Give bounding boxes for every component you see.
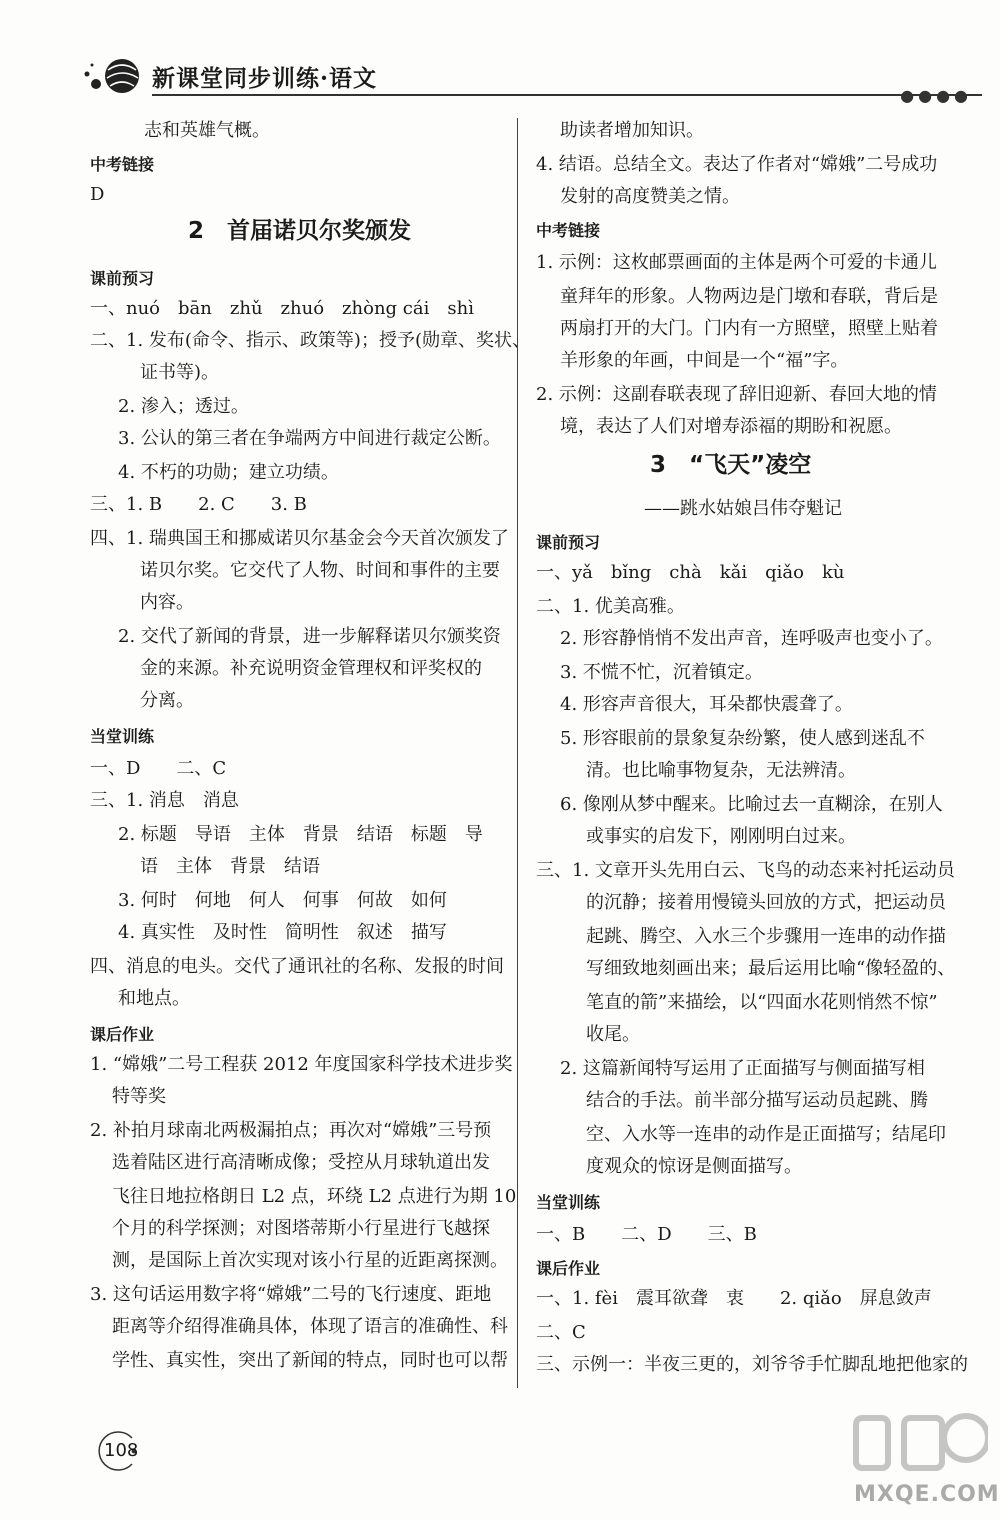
text-line: 三、1. 文章开头先用白云、飞鸟的动态来衬托运动员 <box>536 860 955 881</box>
text-line: 和地点。 <box>118 988 190 1009</box>
text-line: 4. 形容声音很大，耳朵都快震聋了。 <box>560 694 853 715</box>
text-line: 境，表达了人们对增寿添福的期盼和祝愿。 <box>560 416 902 437</box>
text-line: 学性、真实性，突出了新闻的特点，同时也可以帮 <box>112 1350 508 1371</box>
book-title: 新课堂同步训练·语文 <box>152 65 378 92</box>
text-line: 1. 示例：这枚邮票画面的主体是两个可爱的卡通儿 <box>536 252 937 273</box>
text-line: 2. 形容静悄悄不发出声音，连呼吸声也变小了。 <box>560 628 943 649</box>
section-heading: 课前预习 <box>536 533 601 552</box>
text-line: 二、C <box>536 1322 586 1343</box>
text-line: 四、消息的电头。交代了通讯社的名称、发报的时间 <box>90 956 504 977</box>
section-title: 2 首届诺贝尔奖颁发 <box>188 218 412 244</box>
text-line: 2. 这篇新闻特写运用了正面描写与侧面描写相 <box>560 1058 925 1079</box>
text-line: 童拜年的形象。人物两边是门墩和春联，背后是 <box>560 286 938 307</box>
text-line: 选着陆区进行高清晰成像；受控从月球轨道出发 <box>112 1152 490 1173</box>
text-line: 一、B 二、D 三、B <box>536 1224 757 1245</box>
text-line: 四、1. 瑞典国王和挪威诺贝尔基金会今天首次颁发了 <box>90 528 509 549</box>
text-line: 2. 补拍月球南北两极漏拍点；再次对“嫦娥”三号预 <box>90 1120 492 1141</box>
text-line: 羊形象的年画，中间是一个“福”字。 <box>560 350 849 371</box>
page-header <box>82 52 972 105</box>
text-line: 空、入水等一连串的动作是正面描写；结尾印 <box>586 1124 946 1145</box>
section-heading: 课前预习 <box>90 269 155 288</box>
text-line: 二、1. 优美高雅。 <box>536 596 685 617</box>
header-dots: ●●●● <box>900 86 972 105</box>
text-line: 或事实的启发下，刚刚明白过来。 <box>586 826 856 847</box>
header-rule <box>152 94 982 96</box>
section-title: 3 “飞天”凌空 <box>650 452 812 478</box>
text-line: 度观众的惊讶是侧面描写。 <box>586 1156 802 1177</box>
text-line: 距离等介绍得准确具体，体现了语言的准确性、科 <box>112 1316 508 1337</box>
text-line: 二、1. 发布(命令、指示、政策等)；授予(勋章、奖状、 <box>90 330 530 351</box>
text-line: 测，是国际上首次实现对该小行星的近距离探测。 <box>112 1250 508 1271</box>
text-line: 飞往日地拉格朗日 L2 点，环绕 L2 点进行为期 10 <box>112 1186 517 1207</box>
text-line: 个月的科学探测；对图塔蒂斯小行星进行飞越探 <box>112 1218 490 1239</box>
text-line: 写细致地刻画出来；最后运用比喻“像轻盈的、 <box>586 958 956 979</box>
text-line: D <box>90 184 105 205</box>
text-line: 三、示例一：半夜三更的，刘爷爷手忙脚乱地把他家的 <box>536 1354 968 1375</box>
page-number: 108 <box>104 1440 139 1461</box>
text-line: 三、1. 消息 消息 <box>90 790 239 811</box>
text-line: 清。也比喻事物复杂，无法辨清。 <box>586 760 856 781</box>
section-heading: 中考链接 <box>90 155 155 174</box>
text-line: 结合的手法。前半部分描写运动员起跳、腾 <box>586 1090 928 1111</box>
text-line: 语 主体 背景 结语 <box>140 856 320 877</box>
watermark-url: MXQE.COM <box>854 1482 1000 1507</box>
text-line: 5. 形容眼前的景象复杂纷繁，使人感到迷乱不 <box>560 728 925 749</box>
text-line: 一、1. fèi 震耳欲聋 衷 2. qiǎo 屏息敛声 <box>536 1288 932 1309</box>
column-divider <box>517 118 518 1388</box>
text-line: 4. 不朽的功勋；建立功绩。 <box>118 462 339 483</box>
text-line: 6. 像刚从梦中醒来。比喻过去一直糊涂，在别人 <box>560 794 943 815</box>
text-line: 3. 这句话运用数字将“嫦娥”二号的飞行速度、距地 <box>90 1284 492 1305</box>
text-line: 三、1. B 2. C 3. B <box>90 494 307 515</box>
text-line: 一、yǎ bǐng chà kǎi qiǎo kù <box>536 562 845 583</box>
text-line: 的沉静；接着用慢镜头回放的方式，把运动员 <box>586 892 946 913</box>
text-line: 助读者增加知识。 <box>560 120 704 141</box>
text-line: 笔直的箭”来描绘，以“四面水花则悄然不惊” <box>586 992 938 1013</box>
text-line: 金的来源。补充说明资金管理权和评奖权的 <box>140 658 482 679</box>
text-line: 3. 公认的第三者在争端两方中间进行裁定公断。 <box>118 428 501 449</box>
text-line: 诺贝尔奖。它交代了人物、时间和事件的主要 <box>140 560 500 581</box>
text-line: 3. 何时 何地 何人 何事 何故 如何 <box>118 890 447 911</box>
text-line: 4. 真实性 及时性 简明性 叙述 描写 <box>118 922 447 943</box>
text-line: 1. “嫦娥”二号工程获 2012 年度国家科学技术进步奖 <box>90 1054 513 1075</box>
section-heading: 课后作业 <box>90 1025 155 1044</box>
section-heading: 课后作业 <box>536 1259 601 1278</box>
text-line: 一、D 二、C <box>90 758 227 779</box>
text-line: 2. 标题 导语 主体 背景 结语 标题 导 <box>118 824 483 845</box>
text-line: 2. 交代了新闻的背景，进一步解释诺贝尔颁奖资 <box>118 626 501 647</box>
text-line: 特等奖 <box>112 1086 166 1107</box>
text-line: 一、nuó bān zhǔ zhuó zhòng cái shì <box>90 298 474 319</box>
text-line: 3. 不慌不忙，沉着镇定。 <box>560 662 763 683</box>
text-line: 发射的高度赞美之情。 <box>560 186 740 207</box>
section-heading: 中考链接 <box>536 221 601 240</box>
text-line: 内容。 <box>140 592 194 613</box>
book-logo-icon <box>82 56 144 96</box>
section-heading: 当堂训练 <box>90 727 155 746</box>
section-heading: 当堂训练 <box>536 1193 601 1212</box>
text-line: 证书等)。 <box>140 362 220 383</box>
text-line: 2. 渗入；透过。 <box>118 396 249 417</box>
text-line: 志和英雄气概。 <box>144 120 270 141</box>
text-line: 4. 结语。总结全文。表达了作者对“嫦娥”二号成功 <box>536 154 938 175</box>
text-line: 2. 示例：这副春联表现了辞旧迎新、春回大地的情 <box>536 384 937 405</box>
text-line: 分离。 <box>140 690 194 711</box>
text-line: 收尾。 <box>586 1024 640 1045</box>
text-line: 起跳、腾空、入水三个步骤用一连串的动作描 <box>586 926 946 947</box>
text-line: 两扇打开的大门。门内有一方照壁，照壁上贴着 <box>560 318 938 339</box>
text-line: ——跳水姑娘吕伟夺魁记 <box>644 498 842 519</box>
